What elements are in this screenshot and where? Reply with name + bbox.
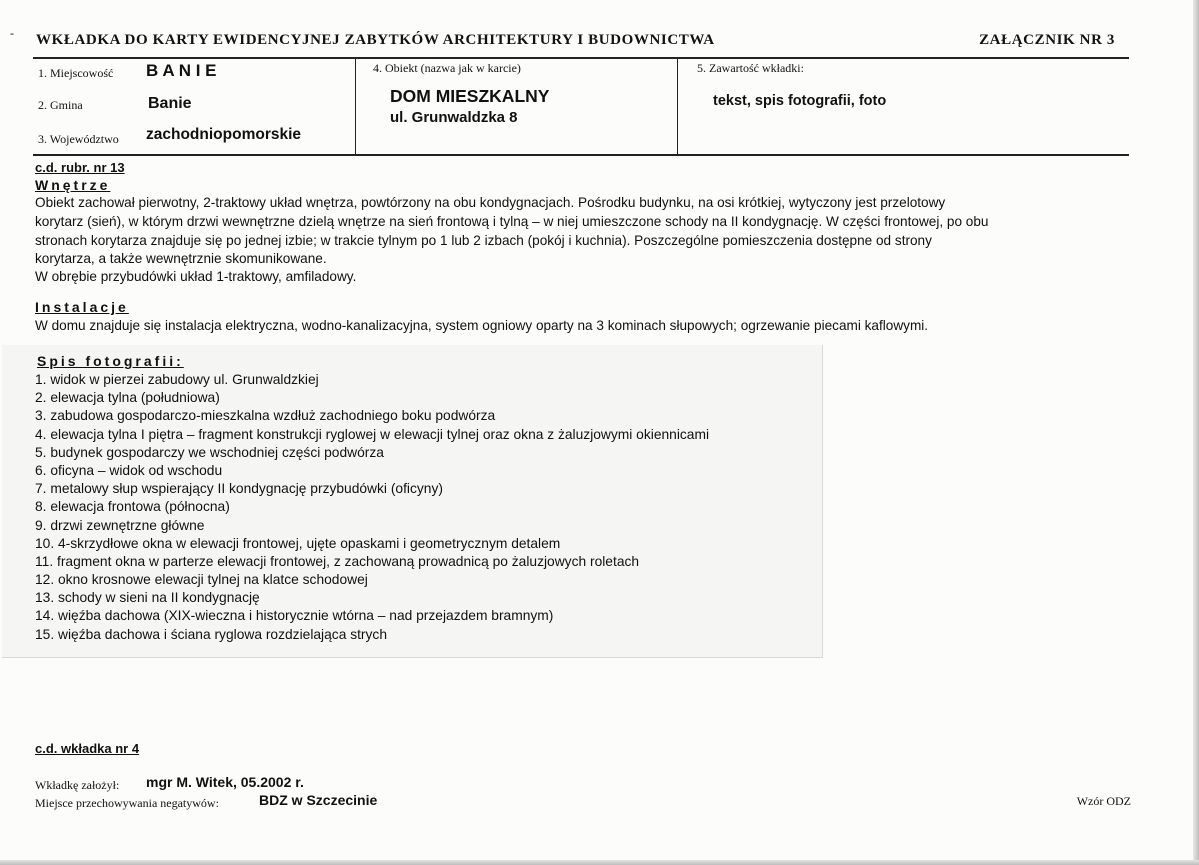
photo-list-item: 4. elewacja tylna I piętra – fragment konstrukcji ryglowej w elewacji tylnej oraz okna z żaluzjowymi okiennicami [35, 426, 710, 442]
photo-list-item: 2. elewacja tylna (południowa) [35, 390, 220, 406]
contents-value: tekst, spis fotografii, foto [713, 93, 887, 109]
page-edge-bottom [0, 860, 1199, 865]
table-top-rule [33, 57, 1129, 59]
photo-list-item: 12. okno krosnowe elewacji tylnej na klatce schodowej [35, 572, 368, 588]
scan-mark: - [10, 26, 14, 40]
photo-list-item: 13. schody w sieni na II kondygnację [35, 590, 260, 606]
commune-label: 2. Gmina [38, 98, 83, 112]
object-address: ul. Grunwaldzka 8 [390, 109, 518, 126]
interior-line: W obrębie przybudówki układ 1-traktowy, amfiladowy. [35, 269, 357, 284]
footer-continuation: c.d. wkładka nr 4 [35, 741, 140, 756]
locality-label: 1. Miejscowość [38, 66, 114, 80]
photo-list-item: 6. oficyna – widok od wschodu [35, 462, 223, 478]
table-divider-2 [677, 58, 678, 155]
document-title: WKŁADKA DO KARTY EWIDENCYJNEJ ZABYTKÓW ARCHITEKTURY I BUDOWNICTWA [36, 32, 715, 48]
photo-list-item: 10. 4-skrzydłowe okna w elewacji frontowej, ujęte opaskami i geometrycznym detalem [35, 535, 561, 551]
object-label: 4. Obiekt (nazwa jak w karcie) [373, 61, 521, 75]
commune-value: Banie [148, 95, 192, 112]
photo-list-item: 15. więźba dachowa i ściana ryglowa rozdzielająca strych [35, 626, 387, 642]
storage-label: Miejsce przechowywania negatywów: [35, 796, 219, 810]
photos-heading: Spis fotografii: [37, 353, 184, 369]
annex-label: ZAŁĄCZNIK NR 3 [979, 32, 1115, 48]
photo-list-item: 5. budynek gospodarczy we wschodniej części podwórza [35, 444, 384, 460]
photo-list-item: 7. metalowy słup wspierający II kondygnację przybudówki (oficyny) [35, 481, 443, 497]
continuation-label: c.d. rubr. nr 13 [35, 160, 125, 175]
table-divider-1 [355, 58, 356, 155]
storage-value: BDZ w Szczecinie [259, 792, 378, 808]
installations-heading: Instalacje [35, 299, 129, 315]
interior-line: korytarza, a także wewnętrznie skomunikowane. [35, 251, 327, 266]
template-label: Wzór ODZ [1076, 794, 1131, 808]
object-name: DOM MIESZKALNY [390, 86, 550, 106]
voivodeship-value: zachodniopomorskie [146, 126, 302, 143]
table-bottom-rule [33, 154, 1129, 156]
interior-line: korytarz (sień), w którym drzwi wewnętrzne dzielą wnętrze na sień frontową i tylną – w niej umieszczone schody na II kondygnację. W części frontowej, po obu [35, 214, 989, 229]
photo-list-item: 9. drzwi zewnętrzne główne [35, 517, 205, 533]
page-edge-right [1193, 0, 1199, 865]
photo-list-item: 1. widok w pierzei zabudowy ul. Grunwaldzkiej [35, 372, 319, 387]
interior-heading: Wnętrze [35, 177, 111, 193]
photo-list-item: 11. fragment okna w parterze elewacji frontowej, z zachowaną prowadnicą po żaluzjowych roletach [35, 553, 640, 569]
interior-line: stronach korytarza znajduje się po jednej izbie; w trakcie tylnym po 1 lub 2 izbach (pokój i kuchnia). Poszczególne pomieszczenia dostępne od strony [35, 233, 932, 248]
created-by-label: Wkładkę założył: [35, 778, 120, 792]
photo-list-item: 14. więźba dachowa (XIX-wieczna i historycznie wtórna – nad przejazdem bramnym) [35, 608, 554, 624]
installations-text: W domu znajduje się instalacja elektryczna, wodno-kanalizacyjna, system ogniowy oparty na 3 kominach słupowych; ogrzewanie piecami kaflowymi. [35, 318, 929, 333]
locality-value: B A N I E [146, 61, 217, 80]
photo-list-item: 8. elewacja frontowa (północna) [35, 499, 230, 515]
created-by-value: mgr M. Witek, 05.2002 r. [146, 774, 304, 790]
photo-list [35, 371, 709, 644]
contents-label: 5. Zawartość wkładki: [697, 61, 804, 75]
interior-line: Obiekt zachował pierwotny, 2-traktowy układ wnętrza, powtórzony na obu kondygnacjach. Pośrodku budynku, na osi krótkiej, wytyczony jest przelotowy [35, 195, 946, 210]
voivodeship-label: 3. Województwo [38, 132, 119, 146]
photo-list-item: 3. zabudowa gospodarczo-mieszkalna wzdłuż zachodniego boku podwórza [35, 408, 496, 424]
